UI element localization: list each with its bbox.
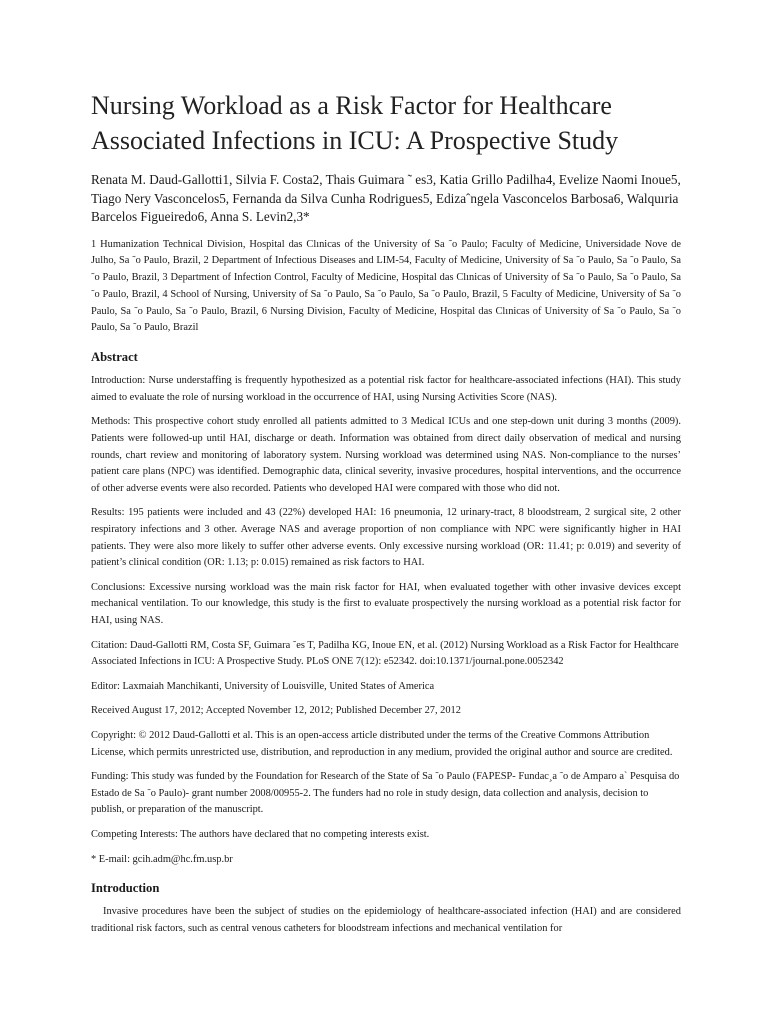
affiliations: 1 Humanization Technical Division, Hospital das Clınicas of the University of Sa ˜o Paulo; Faculty of Medicine, Universidade Nove de Julho, Sa ˜o Paulo, Brazil, 2 Department of Infectious Diseases and LIM-54, Faculty of Medicine, University of Sa ˜o Paulo, Sa ˜o Paulo, Sa ˜o Paulo, Brazil, 3 Department of Infection Control, Faculty of Medicine, Hospital das Clınicas of University of Sa ˜o Paulo, Sa ˜o Paulo, Sa ˜o Paulo, Brazil, 4 School of Nursing, University of Sa ˜o Paulo, Sa ˜o Paulo, Sa ˜o Paulo, Brazil, 5 Faculty of Medicine, University of Sa ˜o Paulo, Sa ˜o Paulo, Sa ˜o Paulo, Brazil, 6 Nursing Division, Faculty of Medicine, Hospital das Clınicas of University of Sa ˜o Paulo, Sa ˜o Paulo, Sa ˜o Paulo, Brazil — [91, 238, 681, 334]
abstract-heading: Abstract — [91, 350, 138, 365]
author-list: Renata M. Daud-Gallotti1, Silvia F. Costa2, Thais Guimara ˜ es3, Katia Grillo Padilha4, Evelize Naomi Inoue5, Tiago Nery Vasconcelos5, Fernanda da Silva Cunha Rodrigues5, Edizaˆngela Vasconcelos Barbosa6, Walquıria Barcelos Figueiredo6, Anna S. Levin2,3* — [91, 172, 681, 224]
abstract-conclusions: Conclusions: Excessive nursing workload was the main risk factor for HAI, when evaluated together with other invasive devices except mechanical ventilation. To our knowledge, this study is the first to evaluate prospectively the nursing workload as a potential risk factor for HAI, using NAS. — [91, 581, 681, 626]
funding: Funding: This study was funded by the Foundation for Research of the State of Sa ˜o Paulo (FAPESP- Fundac¸a ˜o de Amparo a` Pesquisa do Estado de Sa ˜o Paulo)- grant number 2008/00955-2. The funders had no role in study design, data collection and analysis, decision to publish, or preparation of the manuscript. — [91, 771, 680, 816]
copyright: Copyright: © 2012 Daud-Gallotti et al. This is an open-access article distributed under the terms of the Creative Commons Attribution License, which permits unrestricted use, distribution, and reproduction in any medium, provided the original author and source are credited. — [91, 729, 673, 758]
contact-email: * E-mail: gcih.adm@hc.fm.usp.br — [91, 853, 233, 865]
abstract-introduction: Introduction: Nurse understaffing is frequently hypothesized as a potential risk factor for healthcare-associated infections (HAI). This study aimed to evaluate the role of nursing workload in the occurrence of HAI, using Nursing Activities Score (NAS). — [91, 375, 681, 403]
competing-interests: Competing Interests: The authors have declared that no competing interests exist. — [91, 828, 430, 840]
citation: Citation: Daud-Gallotti RM, Costa SF, Guimara ˜es T, Padilha KG, Inoue EN, et al. (2012) Nursing Workload as a Risk Factor for Healthcare Associated Infections in ICU: A Prospective Study. PLoS ONE 7(12): e52342. doi:10.1371/journal.pone.0052342 — [91, 639, 679, 668]
paper-page — [91, 88, 681, 937]
paper-title: Nursing Workload as a Risk Factor for Healthcare Associated Infections in ICU: A Prospective Study — [91, 91, 619, 155]
abstract-results: Results: 195 patients were included and 43 (22%) developed HAI: 16 pneumonia, 12 urinary-tract, 8 bloodstream, 2 surgical site, 2 other respiratory infections and 3 other. Average NAS and average proportion of non compliance with NPC were significantly higher in HAI patients. They were also more likely to suffer other adverse events. Only excessive nursing workload (OR: 11.41; p: 0.019) and severity of patient’s clinical condition (OR: 1.13; p: 0.015) remained as risk factors to HAI. — [91, 507, 681, 569]
introduction-heading: Introduction — [91, 881, 160, 896]
received-dates: Received August 17, 2012; Accepted November 12, 2012; Published December 27, 2012 — [91, 705, 461, 717]
editor: Editor: Laxmaiah Manchikanti, University of Louisville, United States of America — [91, 680, 435, 692]
abstract-methods: Methods: This prospective cohort study enrolled all patients admitted to 3 Medical ICUs and one step-down unit during 3 months (2009). Patients were followed-up until HAI, discharge or death. Information was obtained from direct daily observation of medical and nursing rounds, chart review and monitoring of laboratory system. Nursing workload was determined using NAS. Non-compliance to the nurses’ patient care plans (NPC) was identified. Demographic data, clinical severity, invasive procedures, hospital interventions, and the occurrence of other adverse events were also recorded. Patients who developed HAI were compared with those who did not. — [91, 416, 681, 494]
introduction-text: Invasive procedures have been the subject of studies on the epidemiology of healthcare-associated infection (HAI) and are considered traditional risk factors, such as central venous catheters for bloodstream infections and mechanical ventilation for — [91, 906, 681, 934]
